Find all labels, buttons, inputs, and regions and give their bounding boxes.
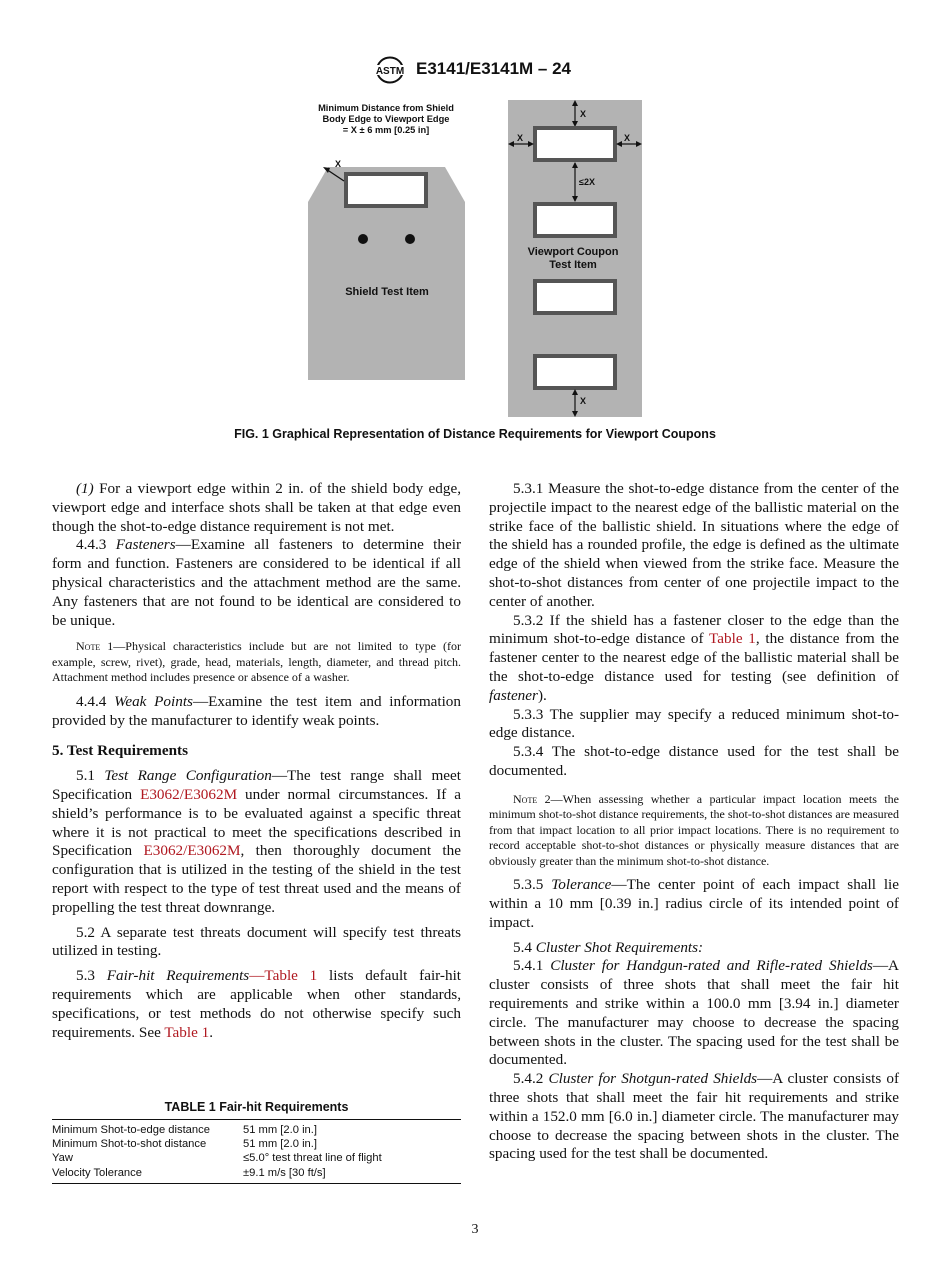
table-1 (52, 1100, 461, 1184)
table-row: Velocity Tolerance ±9.1 m/s [30 ft/s] (52, 1166, 326, 1179)
paragraph: 4.4.3 Fasteners—Examine all fasteners to determine their form and function. Fasteners are considered to be identical if all physical characteristics and the attachment method are the same. Any fasteners that are not found to be identical are considered to be unique. (52, 536, 462, 629)
document-id: E3141/E3141M – 24 (416, 59, 572, 78)
left-column (52, 480, 461, 1042)
figure-1-drawing (300, 95, 650, 420)
paragraph: 5.3.1 Measure the shot-to-edge distance from the center of the projectile impact to the nearest edge of the ballistic material on the strike face of the ballistic shield. In situations where the edge of the shield has a rounded profile, the edge is defined as the ultimate edge of the shield when viewed from the strike face. Measure the shot-to-shot distances from center of one projectile impact to the center of another. (489, 480, 899, 610)
paragraph: 5.3.5 Tolerance—The center point of each impact shall lie within a 10 mm [0.39 in.] radius circle of its intended point of impact. (489, 876, 900, 931)
coupon-x-left-label: X (517, 133, 524, 143)
spec-link[interactable]: E3062/E3062M (140, 786, 238, 804)
section-heading: 5. Test Requirements (52, 742, 188, 760)
paragraph: 4.4.4 Weak Points—Examine the test item and information provided by the manufacturer to identify weak points. (52, 692, 461, 729)
astm-logo-text: ASTM (375, 66, 405, 77)
coupon-window (537, 130, 613, 158)
paragraph: 5.4.1 Cluster for Handgun-rated and Rifle-rated Shields—A cluster consists of three shots that shall meet the fair hit requirements and strike within a 100.0 mm [3.94 in.] diameter circle. The manufacturer may choose to decrease the spacing between shots in the cluster. The spacing used for the test shall be documented. (489, 957, 900, 1069)
spec-link[interactable]: E3062/E3062M (143, 842, 241, 860)
page-number: 3 (471, 1222, 479, 1237)
table-link[interactable]: —Table 1 (249, 967, 318, 985)
table-row: Yaw ≤5.0° test threat line of flight (52, 1152, 382, 1165)
fastener-dot (405, 234, 415, 244)
paragraph: (1) For a viewport edge within 2 in. of the shield body edge, viewport edge and interface shots shall be taken at that edge even though the shot-to-edge distance requirement is not met. (52, 480, 461, 535)
shield-test-item-label: Shield Test Item (345, 286, 429, 298)
figure-1 (300, 95, 650, 420)
coupon-item-label-line-2: Test Item (549, 259, 597, 271)
table-title: TABLE 1 Fair-hit Requirements (164, 1100, 349, 1114)
paragraph: 5.3.2 If the shield has a fastener closer to the edge than the minimum shot-to-edge distance of Table 1, the distance from the fastener center to the nearest edge of the ballistic material shall be the shot-to-edge distance used for testing (see definition of fastener). (489, 611, 900, 704)
shield-distance-label-line-2: Body Edge to Viewport Edge (322, 114, 450, 124)
paragraph: 5.2 A separate test threats document will specify test threats utilized in testing. (52, 923, 461, 960)
table-body (52, 1119, 461, 1184)
shield-x-label: X (335, 159, 342, 169)
paragraph: 5.3.3 The supplier may specify a reduced minimum shot-to-edge distance. (489, 705, 899, 742)
figure-caption: FIG. 1 Graphical Representation of Distance Requirements for Viewport Coupons (234, 427, 716, 441)
coupon-x-bottom-label: X (580, 396, 587, 406)
page-header (0, 55, 950, 85)
coupon-window (537, 283, 613, 311)
paragraph: 5.4 Cluster Shot Requirements: (513, 938, 704, 956)
coupon-window (537, 358, 613, 386)
coupon-x-right-label: X (624, 133, 631, 143)
paragraph: 5.3.4 The shot-to-edge distance used for the test shall be documented. (489, 743, 899, 779)
shield-distance-label-line-3: = X ± 6 mm [0.25 in] (342, 125, 430, 135)
note-1: Note 1—Physical characteristics include but are not limited to type (for example, screw, rivet), grade, head, materials, length, diameter, and thread pitch. Attachment method includes presence or absence of a washer. (52, 639, 461, 685)
astm-logo-icon (372, 55, 408, 85)
table-link[interactable]: Table 1 (709, 630, 756, 648)
shield-viewport-window (348, 176, 424, 204)
coupon-window (537, 206, 613, 234)
note-2: Note 2—When assessing whether a particular impact location meets the minimum shot-to-shot distance requirements, the shot-to-shot distances are measured from that impact location to all prior impact locations. There is no requirement to record acceptable shot-to-shot distances or physically measure distances that are obviously greater than the minimum shot-to-shot distance. (489, 791, 899, 868)
paragraph: 5.3 Fair-hit Requirements—Table 1 lists default fair-hit requirements which are applicable when other standards, specifications, or test methods do not otherwise specify such requirements. See Table 1. (52, 967, 462, 1041)
table-row: Minimum Shot-to-shot distance 51 mm [2.0 in.] (52, 1138, 317, 1151)
shield-distance-label-line-1: Minimum Distance from Shield (318, 103, 454, 113)
right-column (489, 480, 899, 1164)
table-row: Minimum Shot-to-edge distance 51 mm [2.0 in.] (52, 1124, 317, 1136)
fastener-dot (358, 234, 368, 244)
coupon-spacing-label: ≤2X (579, 177, 595, 187)
coupon-x-top-label: X (580, 109, 587, 119)
table-link[interactable]: Table 1 (164, 1023, 210, 1041)
coupon-item-label-line-1: Viewport Coupon (527, 246, 619, 258)
paragraph: 5.4.2 Cluster for Shotgun-rated Shields—A cluster consists of three shots that shall meet the fair hit requirements and strike within a 152.0 mm [6.0 in.] diameter circle. The manufacturer may choose to decrease the spacing between shots in the cluster. The spacing used for the test shall be documented. (489, 1070, 900, 1163)
paragraph: 5.1 Test Range Configuration—The test range shall meet Specification E3062/E3062M under normal circumstances. If a shield’s performance is to be evaluated against a specific threat where it is not practical to meet the specifications described in Specification E3062/E3062M, then thoroughly document the configuration that is utilized in the testing of the shield in the test report with respect to the type of test threat used and the means of propelling the test threat downrange. (52, 767, 461, 916)
